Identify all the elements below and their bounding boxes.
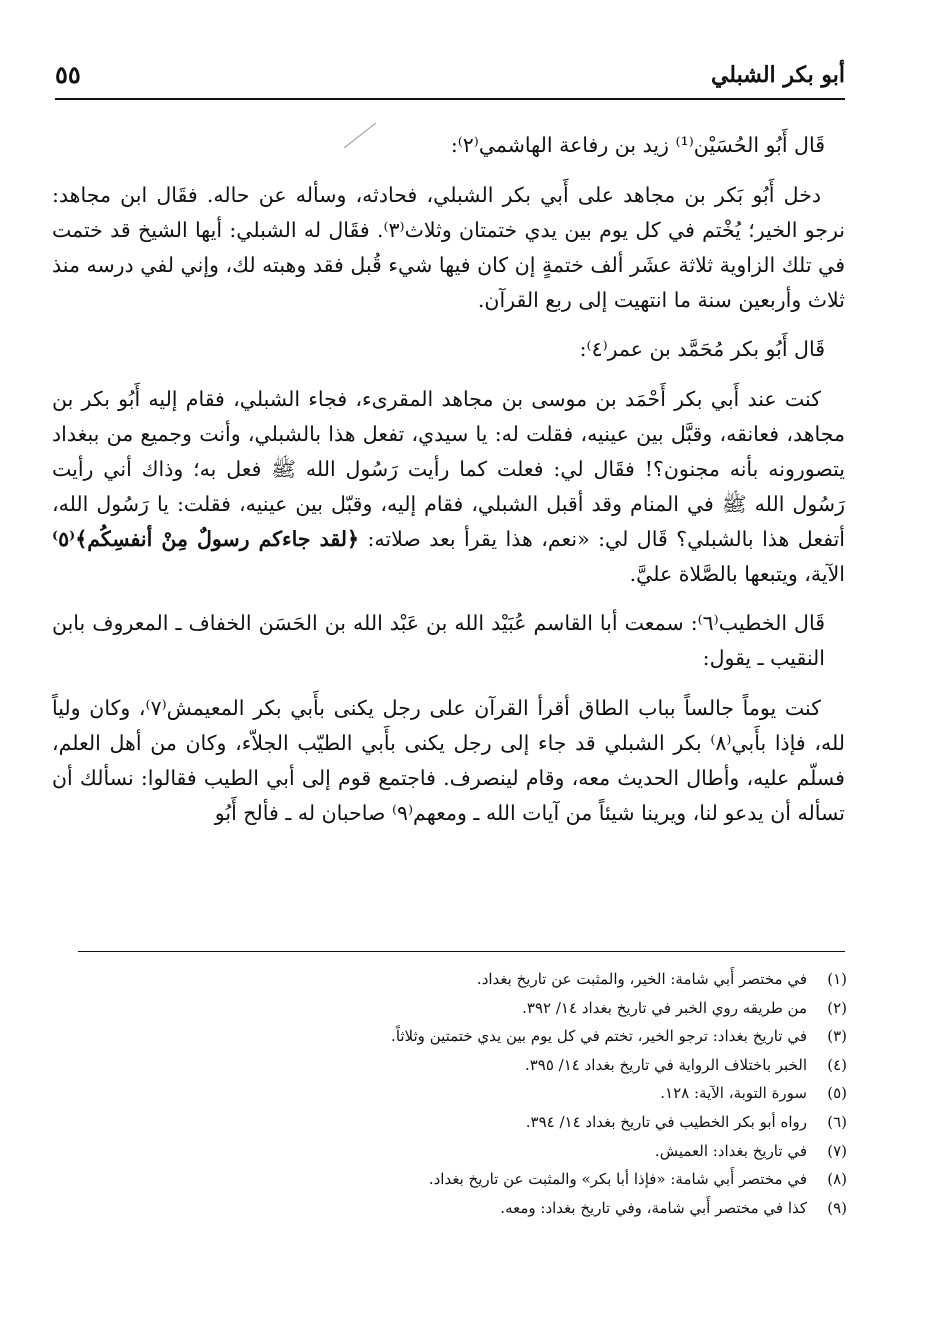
footnote <box>52 1137 847 1166</box>
footnote-text: الخبر باختلاف الرواية في تاريخ بغداد ١٤/ ٣٩٥. <box>524 1055 807 1074</box>
footnote-number: (١) <box>827 970 847 988</box>
footnote-number: (٩) <box>827 1198 847 1217</box>
footnote-number: (٧) <box>827 1141 847 1160</box>
section-paragraph: دخل أَبُو بَكر بن مجاهد على أَبي بكر الشبلي، فحادثه، وسأله عن حاله. فقَال ابن مجاهد: نرجو الخير؛ يُخْتم في كل يوم بين يدي ختمتان وثلاث⁽٣⁾. فقَال له الشبلي: أيها الشيخ قد ختمت في تلك الزاوية ثلاثة عشَر ألف ختمةٍ إن كان فيها شيء قُبل فقد وهبته لك، وإني لفي درسه منذ ثلاث وأربعين سنة ما انتهيت إلى ربع القرآن. <box>52 183 845 312</box>
footnote <box>52 1165 847 1194</box>
section-heading: قَال الخطيب⁽٦⁾: سمعت أبا القاسم عُبَيْد الله بن عَبْد الله بن الحَسَن الخفاف ـ المعروف بابن النقيب ـ يقول: <box>52 611 825 670</box>
footnote-number: (٨) <box>827 1170 847 1189</box>
footnote <box>52 1194 847 1223</box>
footnote-text: سورة التوبة، الآية: ١٢٨. <box>660 1084 807 1103</box>
paragraph-text: كنت عند أَبي بكر أَحْمَد بن موسى بن مجاهد المقرىء، فجاء الشبلي، فقام إليه أَبُو بكر بن مجاهد، فعانقه، وقبَّل بين عينيه، فقلت له: يا سيدي، تفعل هذا بالشبلي، وأنت وجميع من ببغداد يتصورونه بأنه مجنون؟! فقَال لي: فعلت كما رأيت رَسُول الله ﷺ فعل به؛ وذاك أني رأيت رَسُول الله ﷺ في المنام وقد أقبل الشبلي، فقام إليه، وقبّل بين عينيه، فقلت: يا رَسُول الله، أتفعل هذا بالشبلي؟ قَال لي: «نعم، هذا يقرأ بعد صلاته: <box>52 387 845 551</box>
footnote-text: في تاريخ بغداد: العميش. <box>654 1141 807 1160</box>
footnote-number: (٦) <box>827 1112 847 1131</box>
main-text <box>52 128 845 845</box>
footnote-text: رواه أبو بكر الخطيب في تاريخ بغداد ١٤/ ٣٩٤. <box>525 1112 807 1131</box>
paragraph-text-end: الآية، ويتبعها بالصَّلاة عليَّ. <box>629 562 845 586</box>
footnote-text: كذا في مختصر أَبي شامة، وفي تاريخ بغداد: ومعه. <box>500 1198 807 1217</box>
running-title: أبو بكر الشبلي <box>710 62 845 88</box>
footnote <box>52 1079 847 1108</box>
page-header <box>55 58 845 100</box>
footnote-text: في مختصر أَبي شامة: الخير، والمثبت عن تاريخ بغداد. <box>476 970 807 988</box>
footnote-number: (٣) <box>827 1027 847 1046</box>
footnote-number: (٥) <box>827 1084 847 1103</box>
section-paragraph <box>52 382 845 592</box>
footnote <box>52 965 847 994</box>
section-paragraph: كنت يوماً جالساً بباب الطاق أقرأ القرآن على رجل يكنى بأَبي بكر المعيمش⁽٧⁾، وكان ولياً لله، فإذا بأَبي⁽٨⁾ بكر الشبلي قد جاء إلى رجل يكنى بأَبي الطيّب الجلاّء، وكان من أهل العلم، فسلّم عليه، وأطال الحديث معه، وقام لينصرف. فاجتمع قوم إلى أبي الطيب فقالوا: نسألك أن تسأله أن يدعو لنا، ويرينا شيئاً من آيات الله ـ ومعهم⁽٩⁾ صاحبان له ـ فألح أَبُو <box>52 696 845 825</box>
footnote-number: (٤) <box>827 1055 847 1074</box>
footnotes-list <box>52 965 847 1222</box>
footnote-text: في مختصر أَبي شامة: «فإذا أبا بكر» والمثبت عن تاريخ بغداد. <box>428 1170 807 1189</box>
section-heading: قَال أَبُو بكر مُحَمَّد بن عمر⁽٤⁾: <box>579 337 825 361</box>
footnote <box>52 1051 847 1080</box>
footnote-divider <box>78 951 845 952</box>
footnote <box>52 994 847 1023</box>
quran-verse: ﴿لقد جاءكم رسولٌ مِنْ أنفسِكُم﴾⁽٥⁾ <box>52 527 360 551</box>
section-heading: قَال أَبُو الحُسَيْن⁽¹⁾ زيد بن رفاعة الهاشمي⁽٢⁾: <box>450 133 825 157</box>
footnote-number: (٢) <box>827 998 847 1017</box>
page-number: ٥٥ <box>55 60 81 89</box>
footnote <box>52 1022 847 1051</box>
footnote-text: في تاريخ بغداد: ترجو الخير، تختم في كل يوم بين يدي ختمتين وثلاثاً. <box>391 1027 807 1046</box>
footnote-text: من طريقه روي الخبر في تاريخ بغداد ١٤/ ٣٩٢. <box>522 998 807 1017</box>
footnote <box>52 1108 847 1137</box>
